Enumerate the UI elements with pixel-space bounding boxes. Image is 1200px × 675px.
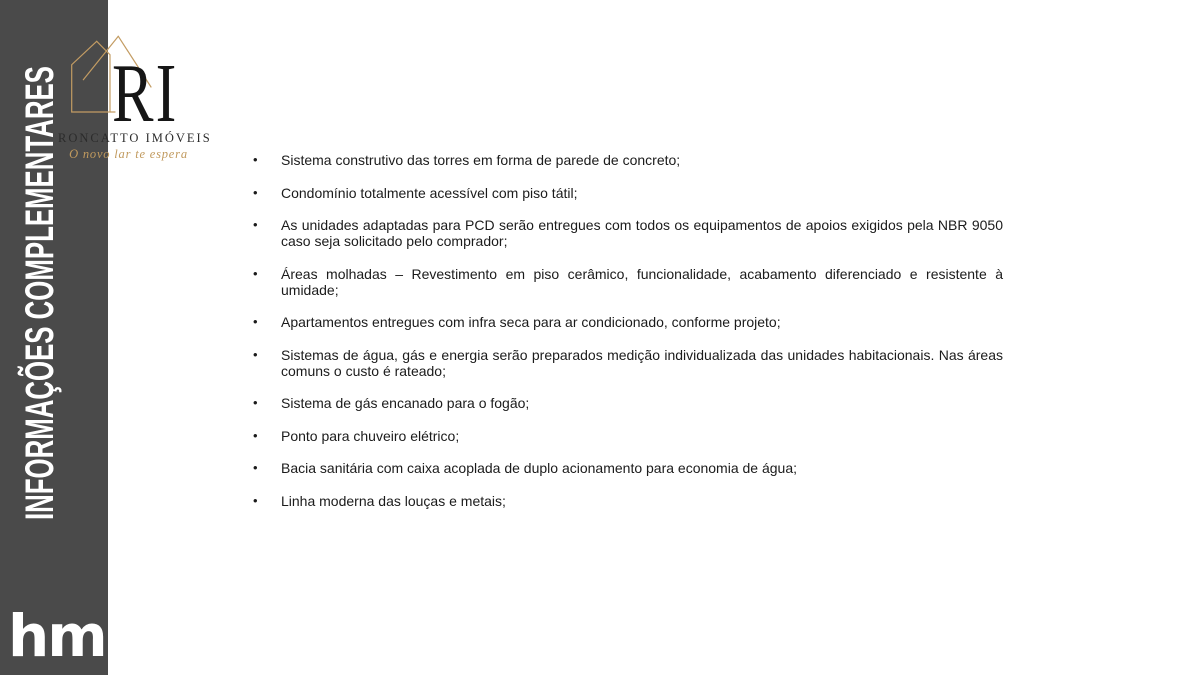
brand-logo <box>0 0 220 180</box>
bullet-text: Sistema construtivo das torres em forma de parede de concreto; <box>281 152 681 168</box>
bullet-dot-icon: • <box>253 217 258 232</box>
bullet-text: Linha moderna das louças e metais; <box>281 492 506 509</box>
brand-name: RONCATTO IMÓVEIS <box>58 131 212 145</box>
bullet-dot-icon: • <box>253 346 258 362</box>
brand-monogram: RI <box>112 47 179 140</box>
bullet-text: Sistema de gás encanado para o fogão; <box>281 395 530 411</box>
bullet-text: Condomínio totalmente acessível com piso tátil; <box>281 184 578 201</box>
bullet-dot-icon: • <box>253 184 258 200</box>
bullet-text: As unidades adaptadas para PCD serão entregues com todos os equipamentos de apoios exigidos pela NBR 9050 caso seja solicitado pelo comprador; <box>281 217 1003 249</box>
list-item <box>253 428 1003 444</box>
bullet-text: Bacia sanitária com caixa acoplada de duplo acionamento para economia de água; <box>281 460 798 476</box>
brand-tagline: O novo lar te espera <box>69 147 188 161</box>
bullet-dot-icon: • <box>253 265 258 281</box>
bullet-list <box>253 152 1003 525</box>
bullet-dot-icon: • <box>253 314 258 329</box>
bullet-text: Áreas molhadas – Revestimento em piso cerâmico, funcionalidade, acabamento diferenciado e resistente à umidade; <box>281 265 1003 298</box>
list-item <box>253 217 1003 249</box>
list-item <box>253 347 1003 379</box>
bullet-text: Apartamentos entregues com infra seca para ar condicionado, conforme projeto; <box>281 314 781 330</box>
bullet-dot-icon: • <box>253 427 258 443</box>
list-item <box>253 152 1003 168</box>
list-item <box>253 395 1003 411</box>
hm-logo: hm <box>8 602 106 670</box>
bullet-dot-icon: • <box>253 395 258 410</box>
bullet-dot-icon: • <box>253 492 258 508</box>
bullet-text: Ponto para chuveiro elétrico; <box>281 427 460 444</box>
list-item <box>253 493 1003 509</box>
sidebar-vertical-title: INFORMAÇÕES COMPLEMENTARES <box>18 66 62 521</box>
bullet-dot-icon: • <box>253 460 258 475</box>
list-item <box>253 460 1003 476</box>
bullet-text: Sistemas de água, gás e energia serão preparados medição individualizada das unidades habitacionais. Nas áreas comuns o custo é rateado; <box>281 346 1003 379</box>
list-item <box>253 185 1003 201</box>
bullet-dot-icon: • <box>253 152 258 167</box>
list-item <box>253 314 1003 330</box>
list-item <box>253 266 1003 298</box>
